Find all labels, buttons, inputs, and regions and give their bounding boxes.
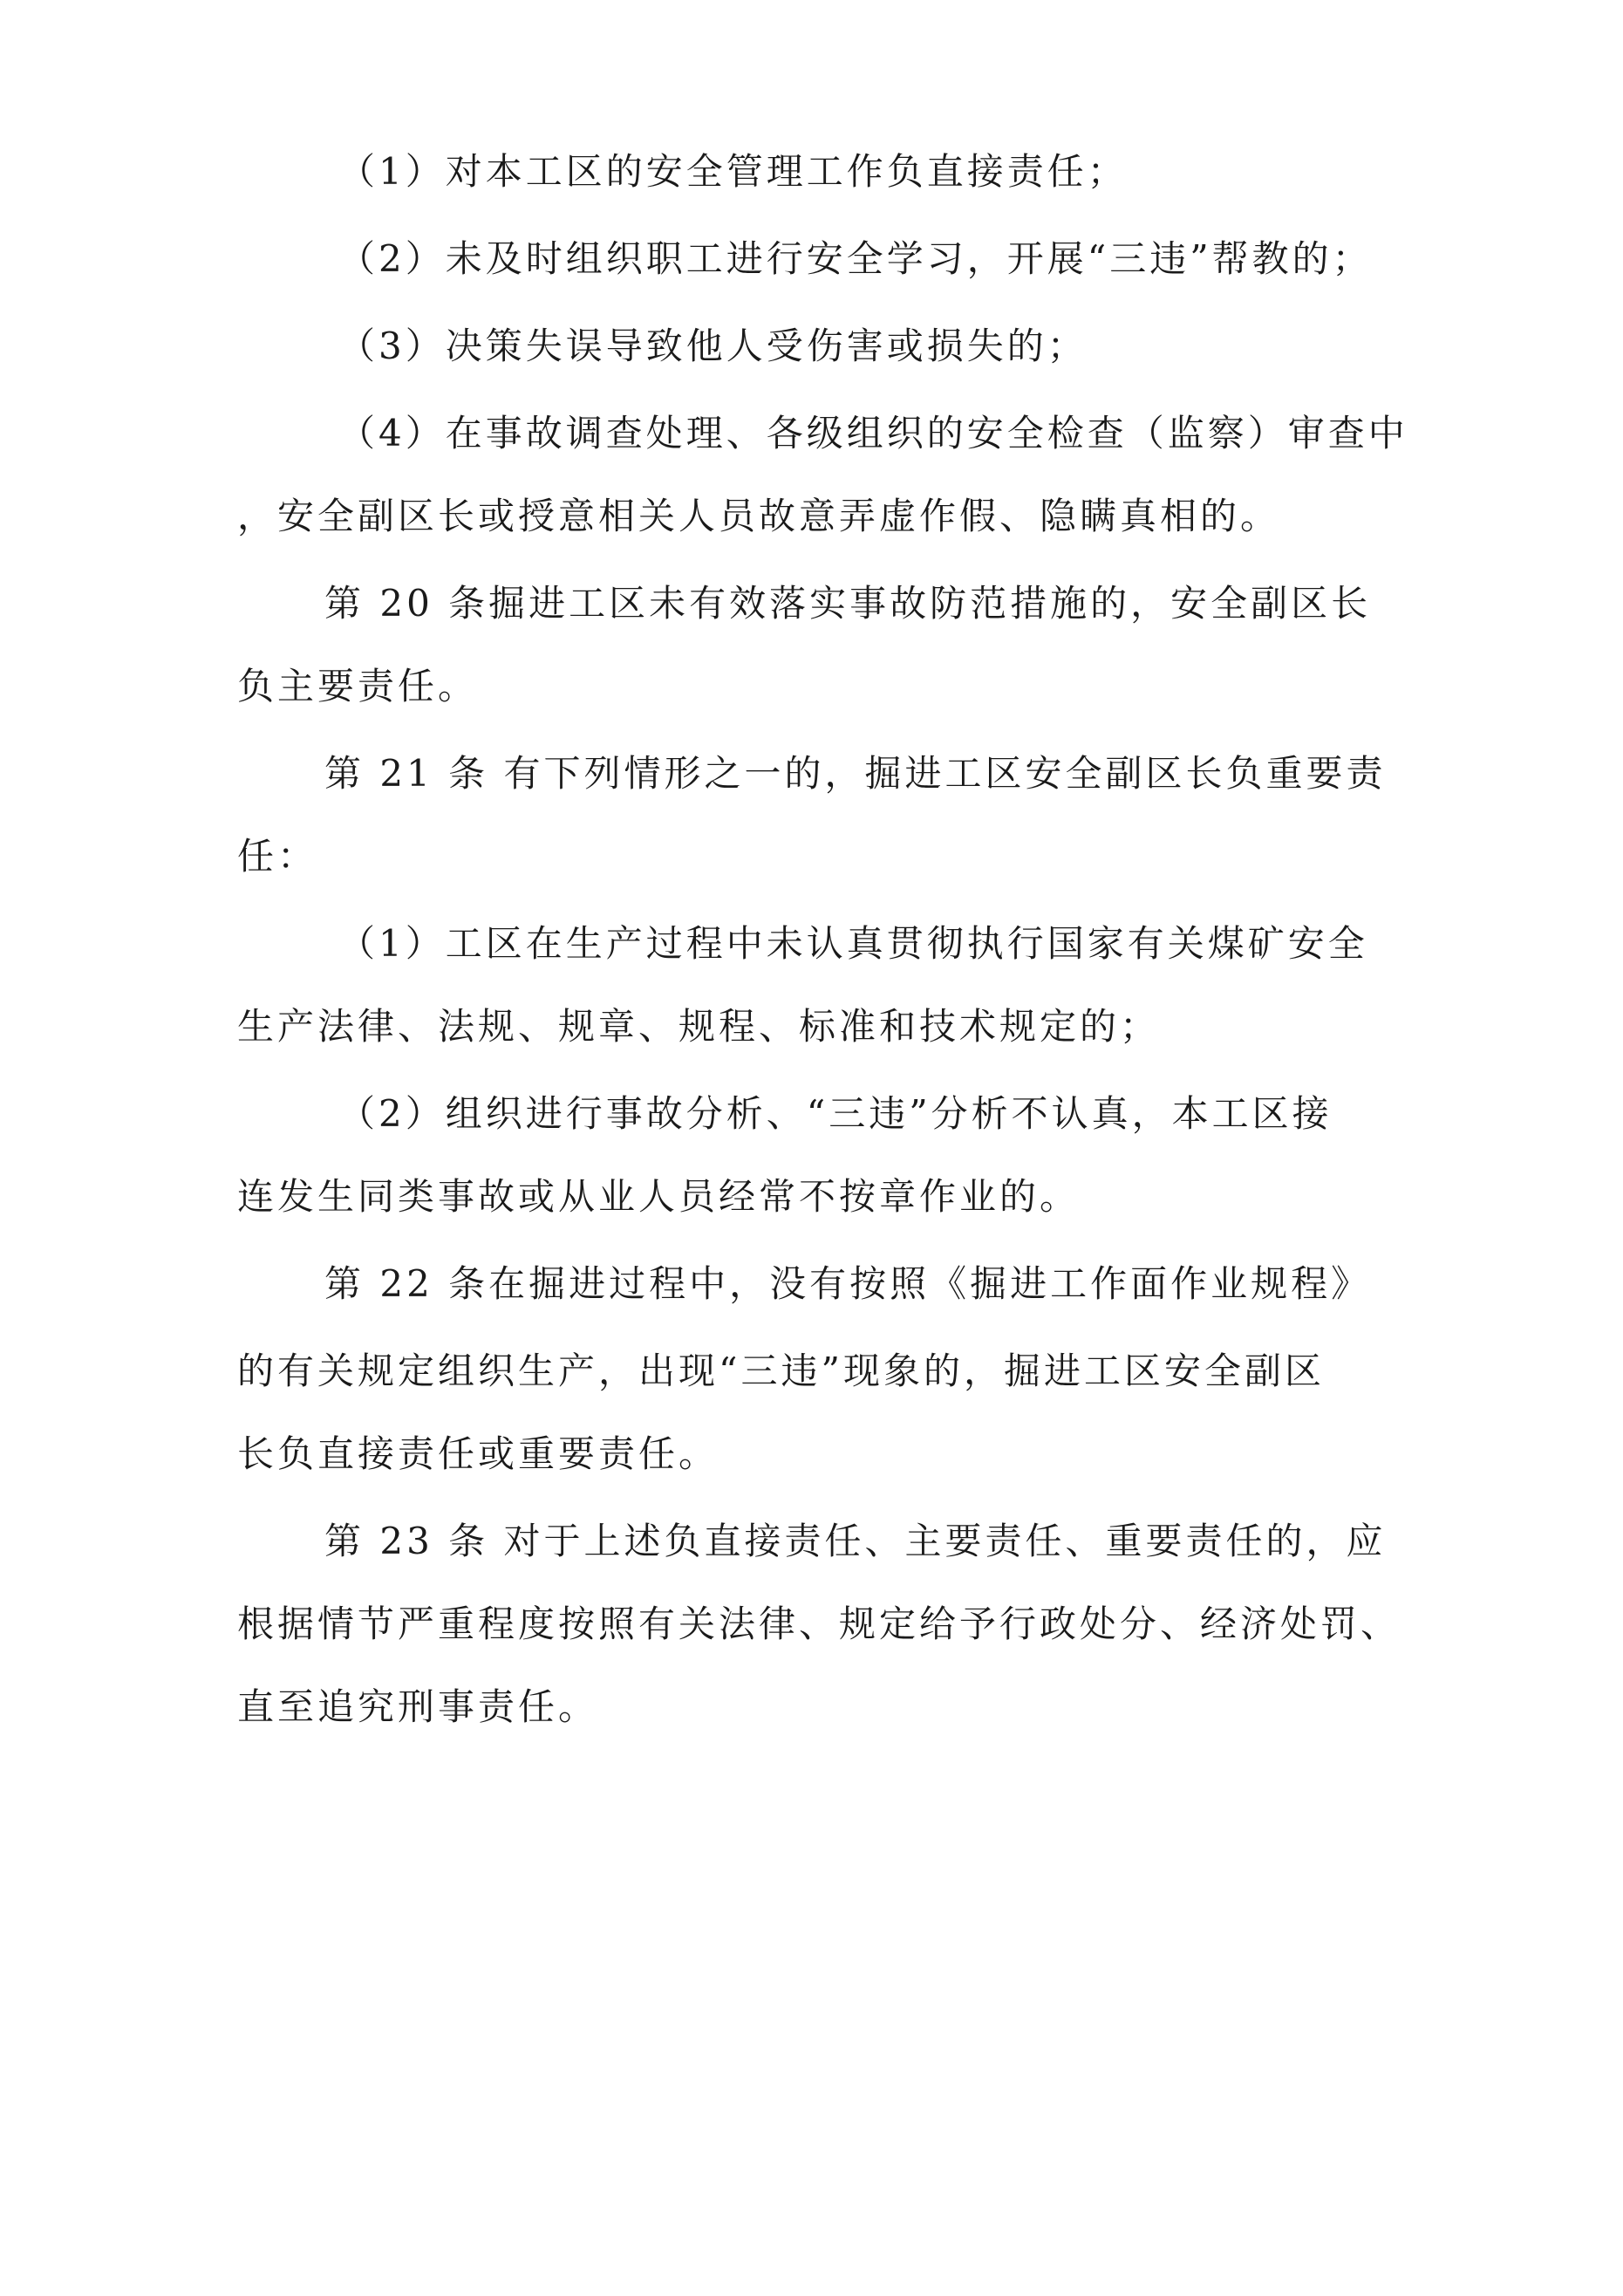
text-line: 第 20 条掘进工区未有效落实事故防范措施的，安全副区长 bbox=[324, 582, 1372, 625]
text-line: （3）决策失误导致他人受伤害或损失的； bbox=[338, 325, 1088, 367]
text-line: 根据情节严重程度按照有关法律、规定给予行政处分、经济处罚、 bbox=[237, 1602, 1401, 1645]
text-line: 第 23 条 对于上述负直接责任、主要责任、重要责任的，应 bbox=[324, 1520, 1387, 1562]
text-line: ，安全副区长或授意相关人员故意弄虚作假、隐瞒真相的。 bbox=[237, 495, 1281, 537]
text-line: 第 21 条 有下列情形之一的，掘进工区安全副区长负重要责 bbox=[324, 752, 1387, 795]
text-line: 长负直接责任或重要责任。 bbox=[237, 1432, 719, 1475]
text-line: （1）对本工区的安全管理工作负直接责任； bbox=[338, 150, 1128, 193]
text-line: 直至追究刑事责任。 bbox=[237, 1685, 599, 1728]
text-line: （2）组织进行事故分析、“三违”分析不认真，本工区接 bbox=[338, 1092, 1333, 1135]
text-line: 的有关规定组织生产，出现“三违”现象的，掘进工区安全副区 bbox=[237, 1350, 1325, 1392]
text-line: 连发生同类事故或从业人员经常不按章作业的。 bbox=[237, 1175, 1081, 1218]
text-line: 生产法律、法规、规章、规程、标准和技术规定的； bbox=[237, 1005, 1161, 1048]
text-line: （4）在事故调查处理、各级组织的安全检查（监察）审查中 bbox=[338, 412, 1408, 454]
text-line: 任： bbox=[237, 835, 318, 878]
text-line: 第 22 条在掘进过程中，没有按照《掘进工作面作业规程》 bbox=[324, 1262, 1372, 1305]
text-line: 负主要责任。 bbox=[237, 665, 479, 707]
text-line: （1）工区在生产过程中未认真贯彻执行国家有关煤矿安全 bbox=[338, 922, 1368, 965]
text-line: （2）未及时组织职工进行安全学习，开展“三违”帮教的； bbox=[338, 237, 1373, 280]
